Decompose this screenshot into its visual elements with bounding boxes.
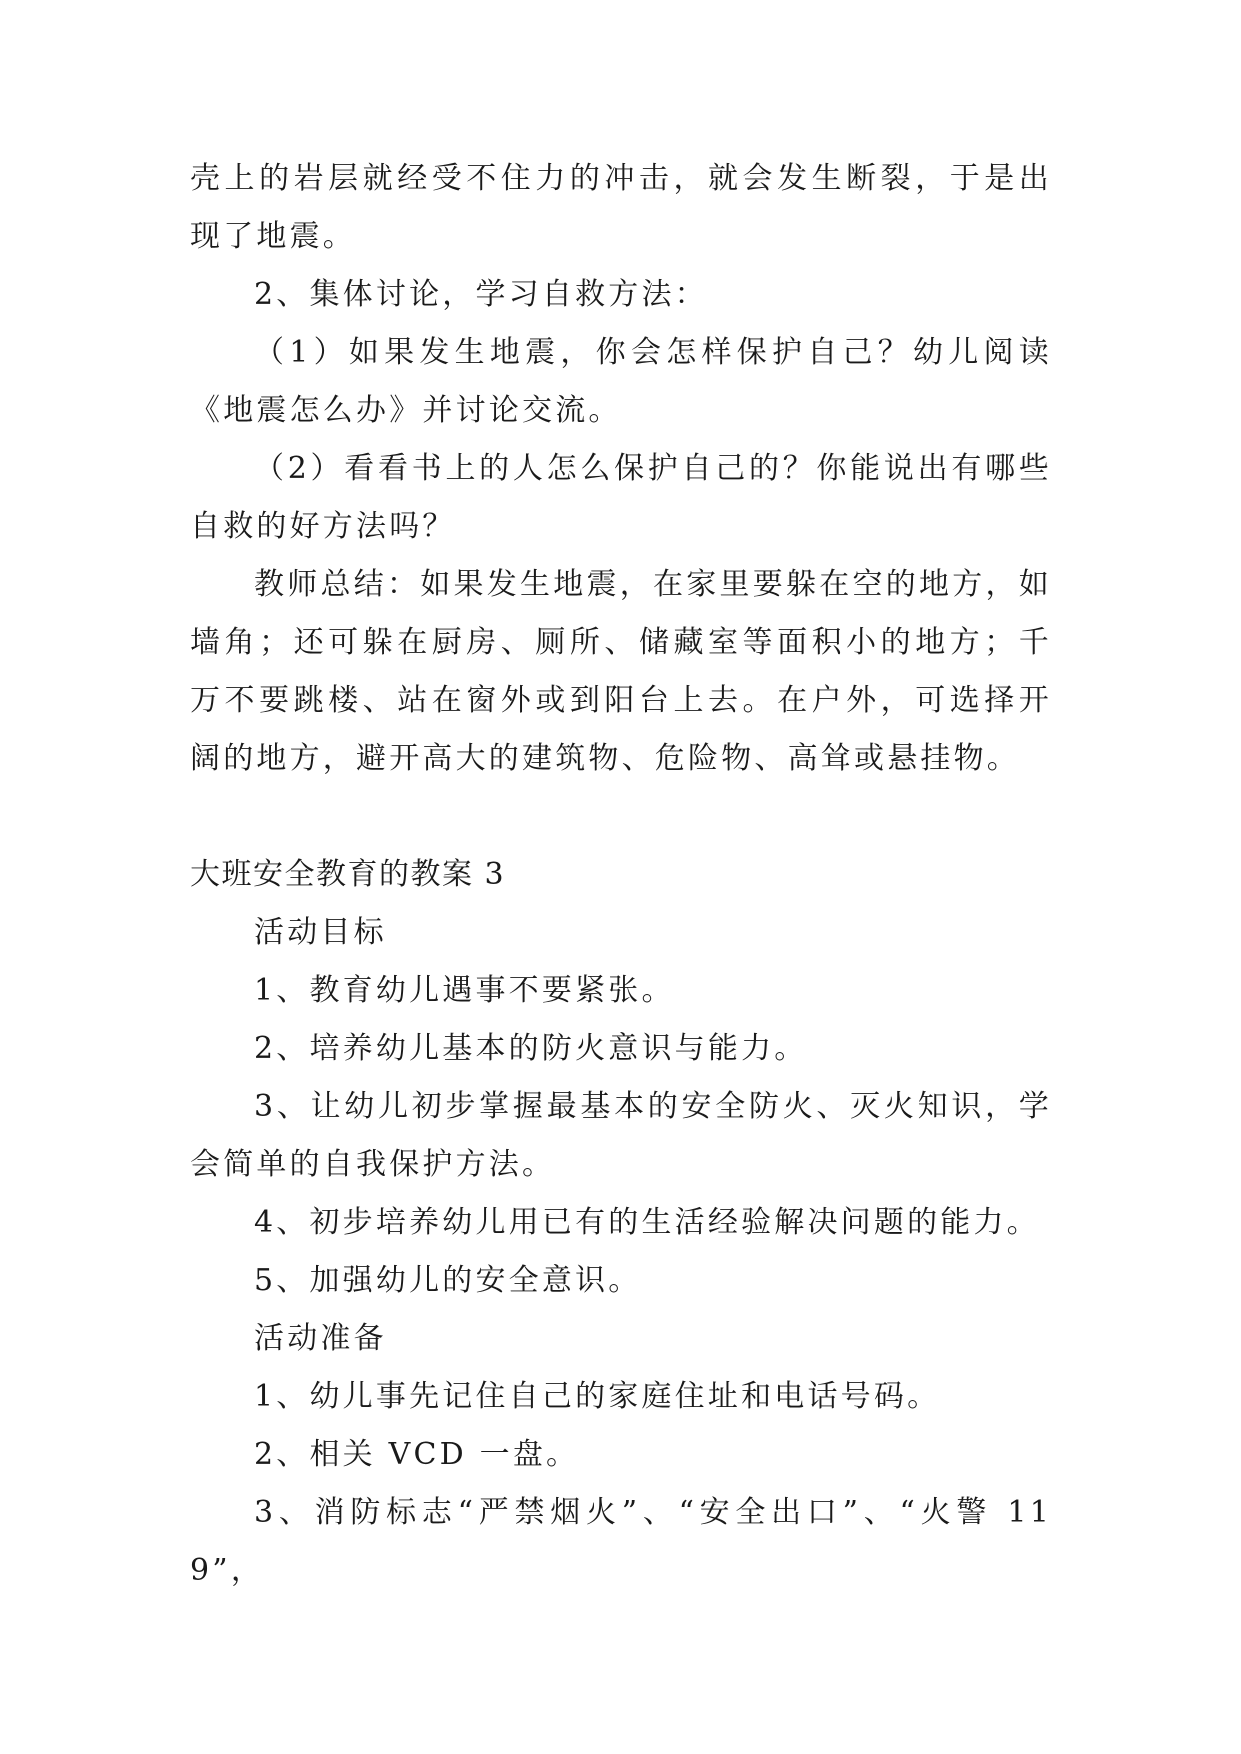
prep-heading: 活动准备 [254,1321,387,1356]
paragraph-question-2: （2）看看书上的人怎么保护自己的？你能说出有哪些自救的好方法吗？ [190,451,1052,544]
paragraph-earthquake-cause: 壳上的岩层就经受不住力的冲击，就会发生断裂，于是出现了地震。 [190,161,1052,254]
paragraph-discussion-heading: 2、集体讨论，学习自救方法： [254,277,708,312]
paragraph-teacher-summary: 教师总结：如果发生地震，在家里要躲在空的地方，如墙角；还可躲在厨房、厕所、储藏室等面积小的地方；千万不要跳楼、站在窗外或到阳台上去。在户外，可选择开阔的地方，避开高大的建筑物、危险物、高耸或悬挂物。 [190,567,1052,776]
goal-item: 1、教育幼儿遇事不要紧张。 [254,973,675,1008]
goal-item: 5、加强幼儿的安全意识。 [254,1263,642,1298]
document-page [190,150,1052,1600]
prep-item: 1、幼儿事先记住自己的家庭住址和电话号码。 [254,1379,941,1414]
section-title: 大班安全教育的教案 3 [190,857,506,892]
goal-item: 4、初步培养幼儿用已有的生活经验解决问题的能力。 [254,1205,1040,1240]
prep-item: 2、相关 VCD 一盘。 [254,1437,580,1472]
goal-item: 2、培养幼儿基本的防火意识与能力。 [254,1031,808,1066]
goal-item: 3、让幼儿初步掌握最基本的安全防火、灭火知识，学会简单的自我保护方法。 [190,1089,1052,1182]
section-gap [190,788,1052,846]
paragraph-question-1: （1）如果发生地震，你会怎样保护自己？幼儿阅读《地震怎么办》并讨论交流。 [190,335,1052,428]
prep-item: 3、消防标志“严禁烟火”、“安全出口”、“火警 119”， [190,1495,1052,1588]
goals-heading: 活动目标 [254,915,387,950]
